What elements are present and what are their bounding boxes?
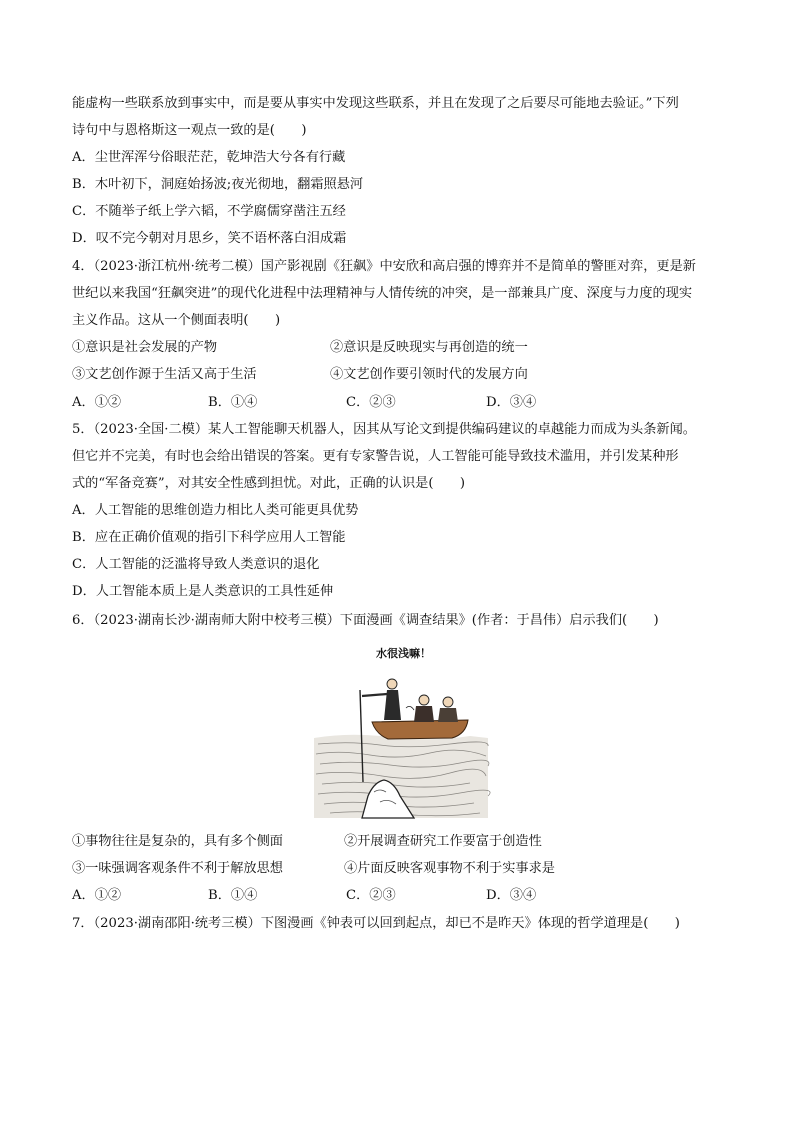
q6-item-4: ④片面反映客观事物不利于实事求是 [344,861,555,876]
q4-item-1: ①意识是社会发展的产物 [72,340,218,355]
q6-item-2: ②开展调查研究工作要富于创造性 [344,834,542,849]
q6-item-1: ①事物往往是复杂的，具有多个侧面 [72,834,283,849]
q4-stem-line-2: 世纪以来我国“狂飙突进”的现代化进程中法理精神与人情传统的冲突，是一部兼具广度、深度与力度的现实 [72,286,693,301]
q4-choice-b: B．①④ [208,395,258,410]
q6-item-3: ③一味强调客观条件不利于解放思想 [72,861,283,876]
q5-stem-line-3: 式的“军备竞赛”，对其安全性感到担忧。对此，正确的认识是( ) [72,476,466,491]
q6-choice-d: D．③④ [486,888,537,903]
q4-choice-d: D．③④ [486,395,537,410]
q3-option-b: B．木叶初下，洞庭始扬波;夜光彻地，翻霜照悬河 [72,177,364,192]
q4-item-4: ④文艺创作要引领时代的发展方向 [330,367,528,382]
q4-stem-line-3: 主义作品。这从一个侧面表明( ) [72,313,281,328]
survey-result-cartoon [310,642,500,822]
q3-option-d: D．叹不完今朝对月思乡，笑不语杯落白泪成霜 [72,231,347,246]
q4-item-3: ③文艺创作源于生活又高于生活 [72,367,257,382]
q4-item-2: ②意识是反映现实与再创造的统一 [330,340,528,355]
cartoon-caption: 水很浅嘛！ [376,647,431,660]
q3-option-c: C．不随举子纸上学六韬，不学腐儒穿凿注五经 [72,204,346,219]
q5-option-a: A．人工智能的思维创造力相比人类可能更具优势 [72,503,359,518]
q4-choice-a: A．①② [72,395,122,410]
q6-stem-line-1: 6．（2023·湖南长沙·湖南师大附中校考三模）下面漫画《调查结果》(作者：于昌伟）启示我们( ) [72,613,659,628]
q6-choice-a: A．①② [72,888,122,903]
q3-option-a: A．尘世浑浑兮俗眼茫茫，乾坤浩大兮各有行藏 [72,150,346,165]
q5-option-b: B．应在正确价值观的指引下科学应用人工智能 [72,530,346,545]
q4-choice-c: C．②③ [346,395,396,410]
q3-stem-line-1: 能虚构一些联系放到事实中，而是要从事实中发现这些联系，并且在发现了之后要尽可能地去验证。”下列 [72,96,679,111]
q5-option-c: C．人工智能的泛滥将导致人类意识的退化 [72,557,320,572]
q5-stem-line-1: 5．（2023·全国·二模）某人工智能聊天机器人，因其从写论文到提供编码建议的卓越能力而成为头条新闻。 [72,422,696,437]
q3-stem-line-2: 诗句中与恩格斯这一观点一致的是( ) [72,123,307,138]
q6-choice-c: C．②③ [346,888,396,903]
q6-choice-b: B．①④ [208,888,258,903]
q7-stem-line-1: 7．（2023·湖南邵阳·统考三模）下图漫画《钟表可以回到起点，却已不是昨天》体现的哲学道理是( ) [72,916,680,931]
q5-stem-line-2: 但它并不完美，有时也会给出错误的答案。更有专家警告说，人工智能可能导致技术滥用，并引发某种形 [72,449,679,464]
q5-option-d: D．人工智能本质上是人类意识的工具性延伸 [72,584,334,599]
q4-stem-line-1: 4．（2023·浙江杭州·统考二模）国产影视剧《狂飙》中安欣和高启强的博弈并不是简单的警匪对弈，更是新 [72,259,696,274]
